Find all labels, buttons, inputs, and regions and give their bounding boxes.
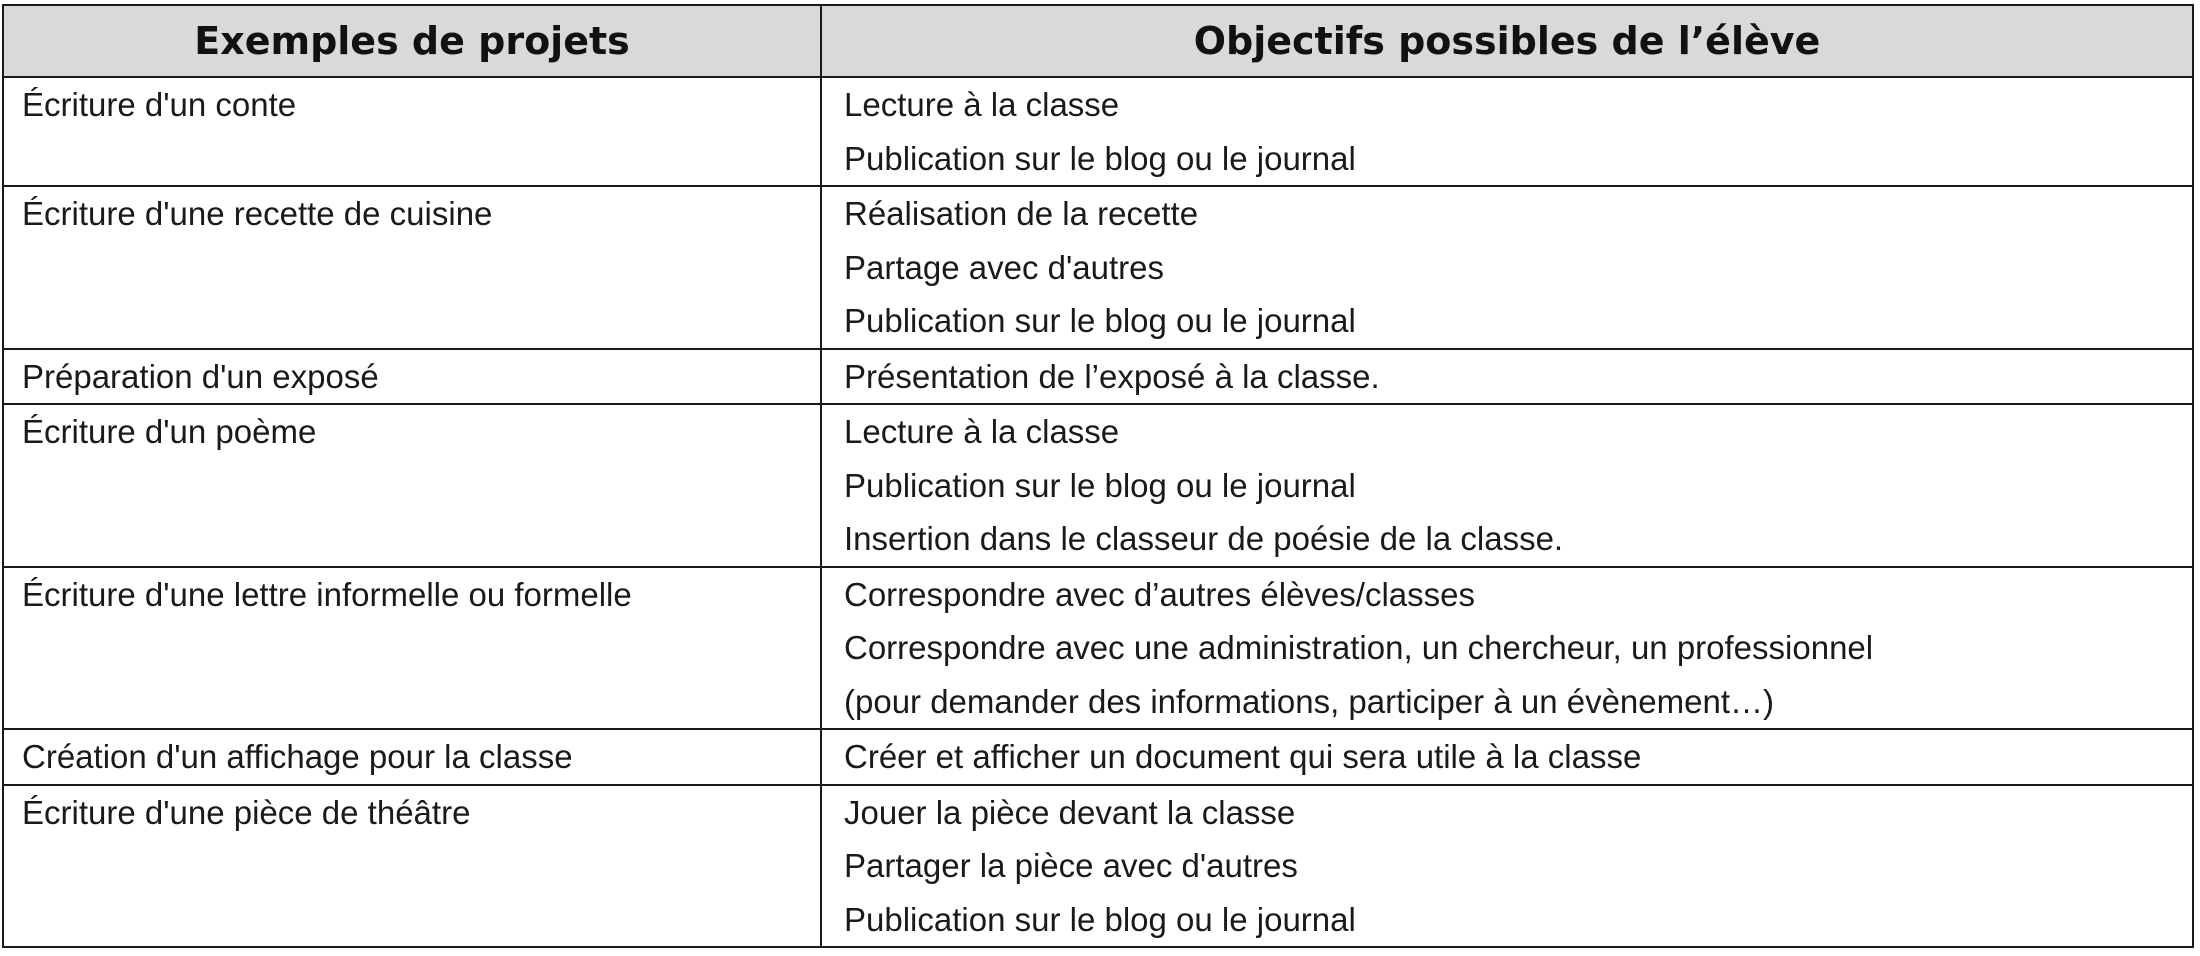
- objective-item: Lecture à la classe: [844, 413, 1120, 450]
- projects-table-container: [2, 4, 2192, 948]
- objective-item: Publication sur le blog ou le journal: [844, 466, 1356, 504]
- project-cell: [3, 404, 821, 567]
- project-label: Préparation d'un exposé: [22, 357, 379, 395]
- table-row: [3, 77, 2193, 186]
- project-label: Écriture d'une lettre informelle ou formelle: [22, 575, 632, 613]
- objective-item: Lecture à la classe: [844, 86, 1120, 123]
- objective-item: Publication sur le blog ou le journal: [844, 900, 1356, 938]
- objectives-cell: [821, 785, 2193, 948]
- column-header-objectives: Objectifs possibles de l’élève: [821, 5, 2193, 77]
- table-row: [3, 785, 2193, 948]
- table-row: [3, 404, 2193, 567]
- objective-item: (pour demander des informations, participer à un évènement…): [844, 682, 1774, 720]
- project-label: Écriture d'une recette de cuisine: [22, 195, 493, 232]
- objective-item: Présentation de l’exposé à la classe.: [844, 357, 1380, 395]
- objectives-cell: [821, 404, 2193, 567]
- objectives-cell: [821, 186, 2193, 349]
- objective-item: Correspondre avec une administration, un chercheur, un professionnel: [844, 629, 1874, 666]
- projects-table: [2, 4, 2194, 948]
- table-row: [3, 186, 2193, 349]
- project-cell: [3, 186, 821, 349]
- objective-item: Partager la pièce avec d'autres: [844, 847, 1298, 884]
- objective-item: Jouer la pièce devant la classe: [844, 793, 1296, 831]
- project-cell: [3, 567, 821, 730]
- objectives-cell: [821, 349, 2193, 405]
- table-row: [3, 729, 2193, 785]
- objective-item: Correspondre avec d’autres élèves/classes: [844, 575, 1475, 613]
- project-cell: [3, 349, 821, 405]
- project-cell: [3, 785, 821, 948]
- project-label: Création d'un affichage pour la classe: [22, 738, 573, 775]
- project-cell: [3, 729, 821, 785]
- table-row: [3, 567, 2193, 730]
- objective-item: Créer et afficher un document qui sera utile à la classe: [844, 738, 1642, 775]
- objectives-cell: [821, 567, 2193, 730]
- objective-item: Insertion dans le classeur de poésie de la classe.: [844, 520, 1564, 557]
- objectives-cell: [821, 729, 2193, 785]
- table-header-row: [3, 5, 2193, 77]
- project-label: Écriture d'un conte: [22, 86, 297, 123]
- objectives-cell: [821, 77, 2193, 186]
- project-label: Écriture d'une pièce de théâtre: [22, 793, 471, 831]
- objective-item: Publication sur le blog ou le journal: [844, 302, 1356, 339]
- objective-item: Partage avec d'autres: [844, 248, 1164, 286]
- table-row: [3, 349, 2193, 405]
- project-cell: [3, 77, 821, 186]
- project-label: Écriture d'un poème: [22, 413, 317, 450]
- objective-item: Réalisation de la recette: [844, 195, 1199, 232]
- column-header-projects: Exemples de projets: [3, 5, 821, 77]
- objective-item: Publication sur le blog ou le journal: [844, 139, 1356, 177]
